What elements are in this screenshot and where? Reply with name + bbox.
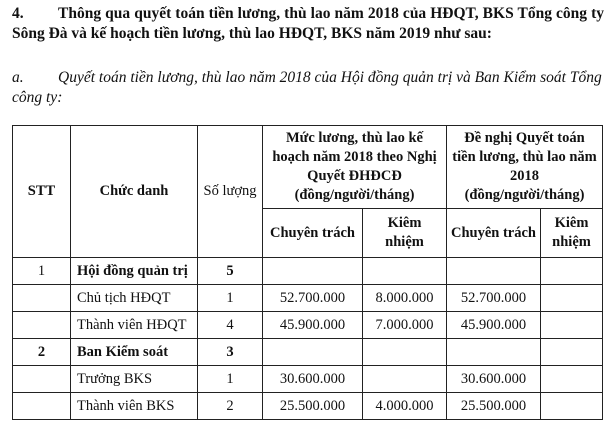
cell-plan-part-time <box>363 339 447 366</box>
subsection-heading <box>12 68 604 108</box>
cell-proposal-full-time: 52.700.000 <box>447 285 541 312</box>
section-number: 4. <box>12 5 24 22</box>
salary-table <box>12 125 603 420</box>
cell-stt <box>13 312 71 339</box>
header-plan: Mức lương, thù lao kế hoạch năm 2018 theo Nghị Quyết ĐHĐCĐ (đồng/người/tháng) <box>263 126 447 209</box>
cell-count: 5 <box>198 258 263 285</box>
cell-plan-full-time <box>263 258 363 285</box>
cell-proposal-part-time <box>541 366 603 393</box>
cell-stt <box>13 393 71 420</box>
header-proposal: Đề nghị Quyết toán tiền lương, thù lao năm 2018 (đồng/người/tháng) <box>447 126 603 209</box>
cell-proposal-full-time <box>447 339 541 366</box>
cell-proposal-part-time <box>541 339 603 366</box>
cell-count: 1 <box>198 285 263 312</box>
section-title: Thông qua quyết toán tiền lương, thù lao năm 2018 của HĐQT, BKS Tổng công ty Sông Đà và kế hoạch tiền lương, thù lao HĐQT, BKS năm 2019 như sau: <box>12 5 604 42</box>
header-count: Số lượng <box>198 126 263 258</box>
table-row <box>13 366 603 393</box>
cell-proposal-full-time: 25.500.000 <box>447 393 541 420</box>
cell-proposal-part-time <box>541 258 603 285</box>
table-row <box>13 339 603 366</box>
cell-count: 3 <box>198 339 263 366</box>
header-plan-full-time: Chuyên trách <box>263 209 363 258</box>
cell-plan-part-time: 8.000.000 <box>363 285 447 312</box>
cell-title: Chủ tịch HĐQT <box>71 285 198 312</box>
cell-title: Hội đồng quản trị <box>71 258 198 285</box>
header-plan-part-time: Kiêm nhiệm <box>363 209 447 258</box>
cell-stt <box>13 285 71 312</box>
section-heading <box>12 4 604 44</box>
cell-plan-full-time: 45.900.000 <box>263 312 363 339</box>
cell-count: 1 <box>198 366 263 393</box>
header-stt: STT <box>13 126 71 258</box>
header-proposal-part-time: Kiêm nhiệm <box>541 209 603 258</box>
cell-plan-part-time <box>363 366 447 393</box>
cell-plan-full-time: 30.600.000 <box>263 366 363 393</box>
table-row <box>13 393 603 420</box>
cell-stt <box>13 366 71 393</box>
cell-plan-full-time: 25.500.000 <box>263 393 363 420</box>
cell-plan-part-time <box>363 258 447 285</box>
table-row <box>13 258 603 285</box>
cell-title: Trưởng BKS <box>71 366 198 393</box>
cell-proposal-full-time: 30.600.000 <box>447 366 541 393</box>
cell-plan-full-time <box>263 339 363 366</box>
cell-title: Thành viên HĐQT <box>71 312 198 339</box>
header-proposal-full-time: Chuyên trách <box>447 209 541 258</box>
cell-count: 2 <box>198 393 263 420</box>
subsection-letter: a. <box>12 69 24 86</box>
cell-title: Ban Kiểm soát <box>71 339 198 366</box>
cell-stt: 2 <box>13 339 71 366</box>
cell-proposal-part-time <box>541 312 603 339</box>
cell-proposal-part-time <box>541 393 603 420</box>
cell-plan-part-time: 7.000.000 <box>363 312 447 339</box>
cell-title: Thành viên BKS <box>71 393 198 420</box>
cell-stt: 1 <box>13 258 71 285</box>
table-row <box>13 285 603 312</box>
header-title: Chức danh <box>71 126 198 258</box>
subsection-title: Quyết toán tiền lương, thù lao năm 2018 của Hội đồng quản trị và Ban Kiểm soát Tổng công ty: <box>12 69 602 106</box>
cell-proposal-part-time <box>541 285 603 312</box>
table-row <box>13 312 603 339</box>
cell-count: 4 <box>198 312 263 339</box>
cell-proposal-full-time: 45.900.000 <box>447 312 541 339</box>
cell-proposal-full-time <box>447 258 541 285</box>
cell-plan-part-time: 4.000.000 <box>363 393 447 420</box>
header-row-top <box>13 126 603 209</box>
cell-plan-full-time: 52.700.000 <box>263 285 363 312</box>
